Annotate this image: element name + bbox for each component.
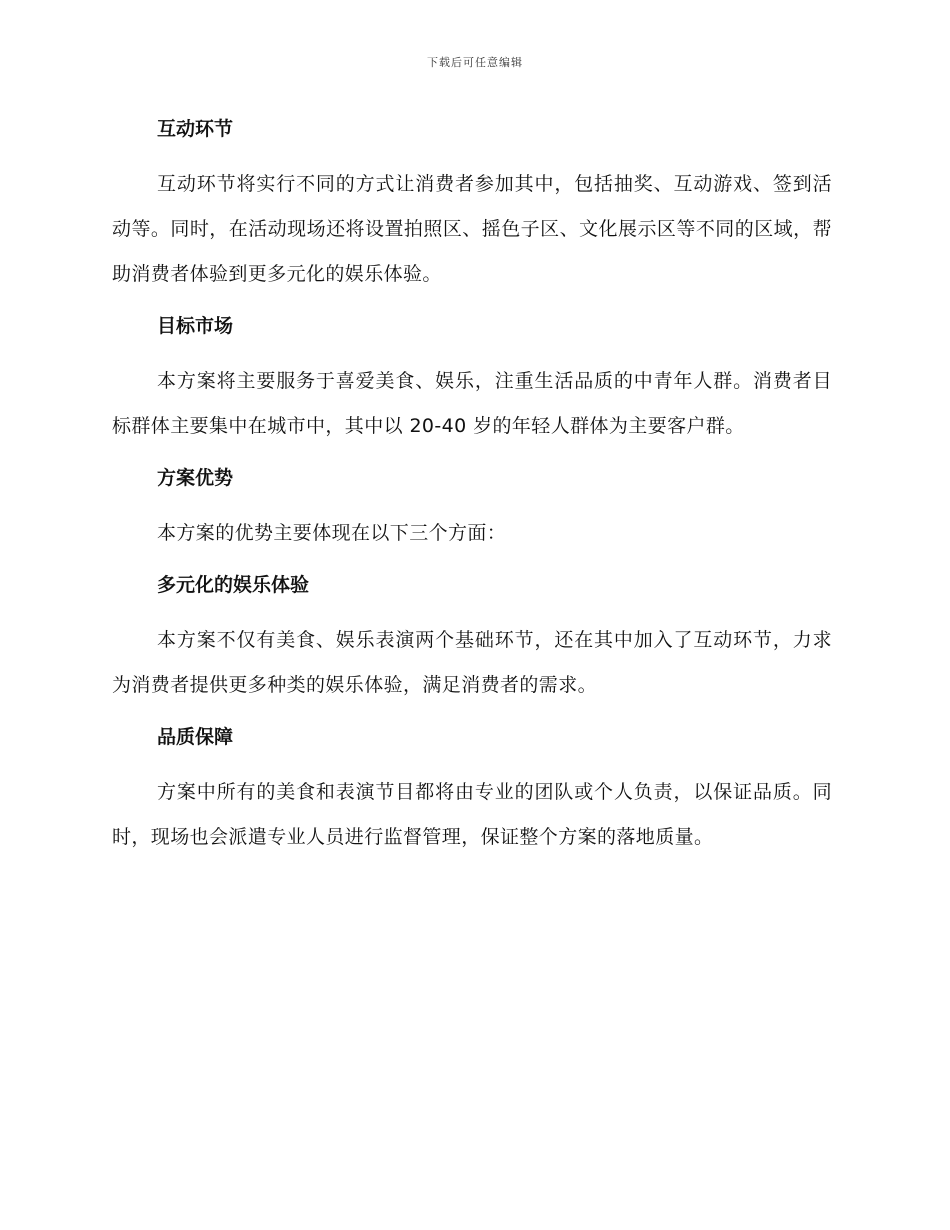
section-paragraph: 本方案的优势主要体现在以下三个方面：: [157, 522, 507, 544]
section-diverse-entertainment: [112, 568, 832, 720]
section-heading: 方案优势: [157, 467, 234, 489]
section-paragraph: 互动环节将实行不同的方式让消费者参加其中，包括抽奖、互动游戏、签到活动等。同时，在活动现场还将设置拍照区、摇色子区、文化展示区等不同的区域，帮助消费者体验到更多元化的娱乐体验。: [112, 173, 832, 285]
section-target-market: [112, 309, 832, 461]
section-paragraph: 本方案不仅有美食、娱乐表演两个基础环节，还在其中加入了互动环节，力求为消费者提供更多种类的娱乐体验，满足消费者的需求。: [112, 629, 832, 696]
section-heading: 互动环节: [157, 118, 234, 140]
section-interaction: [112, 112, 832, 309]
document-body: [112, 112, 832, 860]
section-paragraph: 方案中所有的美食和表演节目都将由专业的团队或个人负责，以保证品质。同时，现场也会派遣专业人员进行监督管理，保证整个方案的落地质量。: [112, 781, 832, 848]
section-advantages: [112, 461, 832, 568]
section-heading: 目标市场: [157, 315, 234, 337]
page-header: 下载后可任意编辑: [427, 56, 523, 69]
section-heading: 品质保障: [157, 726, 234, 748]
section-heading: 多元化的娱乐体验: [157, 574, 310, 596]
section-paragraph: 本方案将主要服务于喜爱美食、娱乐，注重生活品质的中青年人群。消费者目标群体主要集中在城市中，其中以 20-40 岁的年轻人群体为主要客户群。: [112, 370, 832, 437]
section-quality-assurance: [112, 720, 832, 860]
